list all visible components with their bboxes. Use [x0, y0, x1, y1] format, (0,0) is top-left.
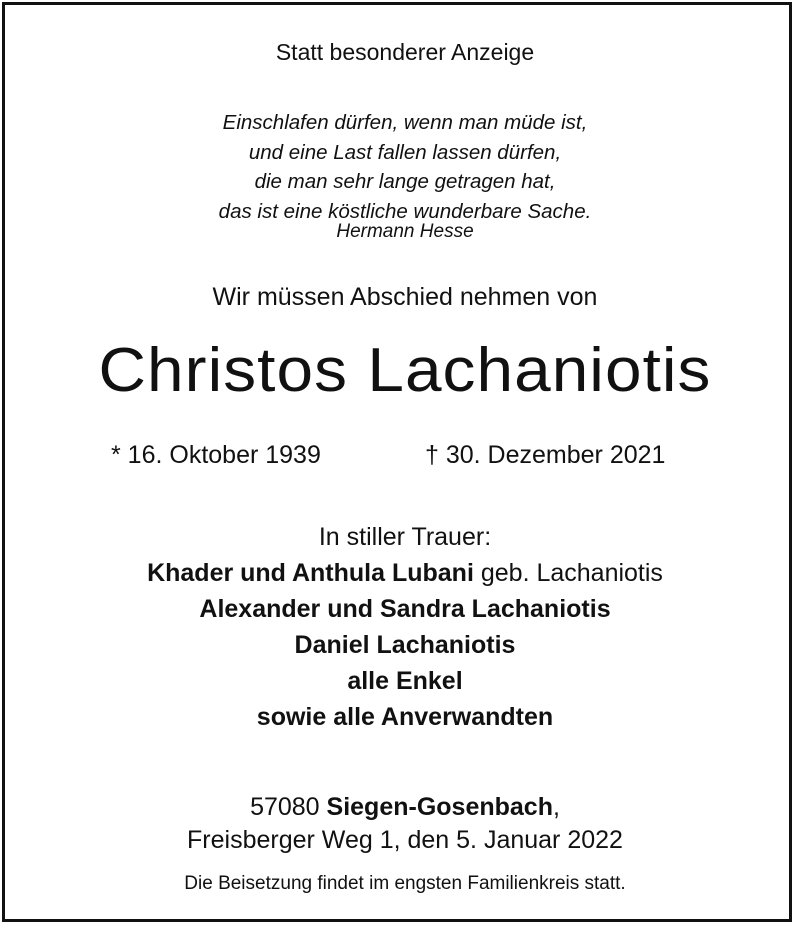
- mourner-entry: [5, 663, 800, 699]
- notice-header: Statt besonderer Anzeige: [275, 39, 535, 65]
- poem-author: Hermann Hesse: [336, 221, 474, 242]
- mourner-names: Alexander und Sandra Lachaniotis: [199, 595, 611, 623]
- poem-line: die man sehr lange getragen hat,: [254, 170, 556, 193]
- deceased-name: Christos Lachaniotis: [98, 336, 712, 405]
- mourners-block: [5, 519, 800, 735]
- burial-note: Die Beisetzung findet im engsten Familienkreis statt.: [184, 873, 626, 894]
- notice-frame: [2, 2, 792, 922]
- city-suffix: ,: [552, 793, 560, 821]
- postcode: 57080: [250, 793, 327, 821]
- address-city-line: [5, 791, 800, 824]
- mourner-names: Khader und Anthula Lubani: [147, 559, 474, 587]
- mourners-heading: In stiller Trauer:: [318, 523, 492, 551]
- intro-text: Wir müssen Abschied nehmen von: [212, 283, 598, 311]
- poem-line: das ist eine köstliche wunderbare Sache.: [218, 199, 592, 223]
- poem-line: Einschlafen dürfen, wenn man müde ist,: [222, 111, 588, 134]
- mourner-entry: [5, 627, 800, 663]
- mourner-names: alle Enkel: [347, 667, 463, 695]
- mourner-names: sowie alle Anverwandten: [256, 703, 554, 731]
- mourner-entry: [5, 555, 800, 591]
- mourner-names: Daniel Lachaniotis: [294, 631, 516, 659]
- mourner-entry: [5, 699, 800, 735]
- address-block: [5, 791, 800, 857]
- mourner-suffix: geb. Lachaniotis: [473, 559, 663, 587]
- death-date: † 30. Dezember 2021: [425, 441, 666, 469]
- mourner-entry: [5, 591, 800, 627]
- address-street-date: Freisberger Weg 1, den 5. Januar 2022: [187, 826, 623, 854]
- poem: [5, 108, 800, 226]
- birth-date: * 16. Oktober 1939: [111, 441, 321, 469]
- city: Siegen-Gosenbach: [326, 793, 553, 821]
- poem-line: und eine Last fallen lassen dürfen,: [248, 140, 562, 164]
